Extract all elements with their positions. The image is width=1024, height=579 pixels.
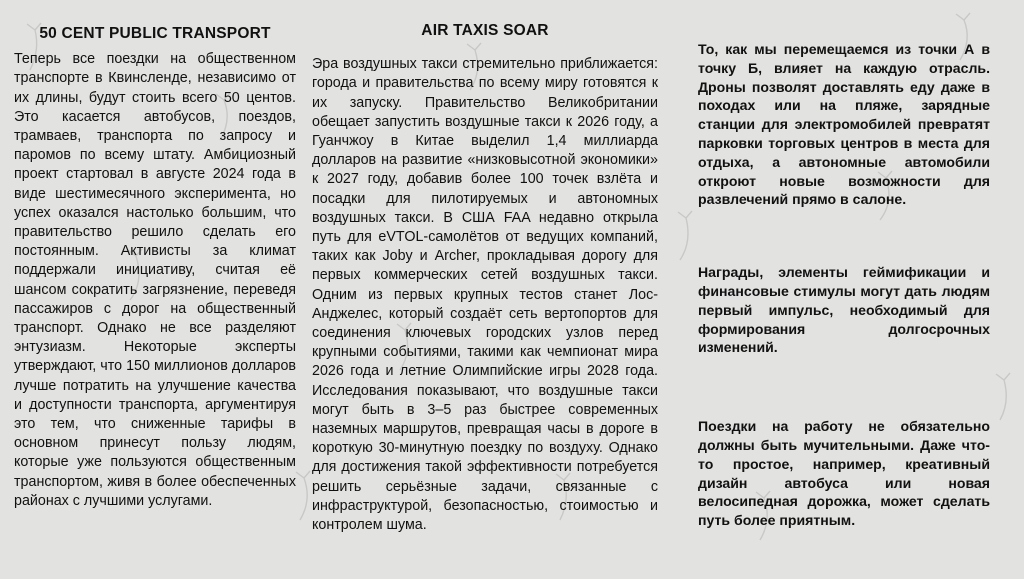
- article-body: Эра воздушных такси стремительно приближается: города и правительства по всему миру готовятся к их запуску. Правительство Великобритании обещает запустить воздушные такси к 2026 году, а Гуанчжоу в Китае выделил 1,4 миллиарда долларов на развитие «низковысотной экономики» к 2027 году, добавив более 100 точек взлёта и посадки для пилотируемых и автономных воздушных такси. В США FAA недавно открыла путь для eVTOL-самолётов от ведущих компаний, таких как Joby и Archer, прокладывая дорогу для первых коммерческих сетей воздушных такси. Одним из первых крупных тестов станет Лос-Анджелес, который создаёт сеть вертопортов для соединения ключевых городских узлов перед крупными событиями, такими как чемпионат мира 2026 года и летние Олимпийские игры 2028 года. Исследования показывают, что воздушные такси могут быть в 3–5 раз быстрее современных наземных маршрутов, превращая часы в дороге в короткую 30-минутную поездку по воздуху. Однако для достижения такой эффективности потребуется решить серьёзные задачи, связанные с инфраструктурой, безопасностью, стоимостью и контролем шума.: [312, 56, 658, 534]
- key-point-1: То, как мы перемещаемся из точки А в точку Б, влияет на каждую отрасль. Дроны позволят доставлять еду даже в походах или на пляже, зарядные станции для электромобилей превратят парковки торговых центров в места для отдыха, а автономные автомобили откроют новые возможности для развлечений прямо в салоне.: [698, 41, 990, 208]
- article-title: 50 CENT PUBLIC TRANSPORT: [39, 25, 271, 42]
- article-public-transport: [14, 24, 296, 511]
- key-point-3: Поездки на работу не обязательно должны быть мучительными. Даже что-то простое, например, креативный дизайн автобуса или новая велосипедная дорожка, может сделать путь более приятным.: [698, 418, 990, 529]
- key-points-column: [698, 40, 990, 530]
- article-air-taxis: [312, 21, 658, 535]
- article-title: AIR TAXIS SOAR: [421, 22, 549, 39]
- article-body: Теперь все поездки на общественном транспорте в Квинсленде, независимо от их длины, будут стоить всего 50 центов. Это касается автобусов, поездов, трамваев, транспорта по запросу и паромов по всему штату. Амбициозный проект стартовал в августе 2024 года в виде шестимесячного эксперимента, но успех оказался настолько большим, что правительство решило сделать его постоянным. Активисты за климат поддержали инициативу, считая её шансом сократить загрязнение, переведя пассажиров с дорог на общественный транспорт. Однако не все разделяют энтузиазм. Некоторые эксперты утверждают, что 150 миллионов долларов лучше потратить на улучшение качества и доступности транспорта, аргументируя это тем, что сниженные тарифы в основном принесут пользу людям, которые уже пользуются общественным транспортом, живя в более обеспеченных районах с лучшими услугами.: [14, 51, 296, 509]
- key-point-2: Награды, элементы геймификации и финансовые стимулы могут дать людям первый импульс, необходимый для формирования долгосрочных изменений.: [698, 264, 990, 356]
